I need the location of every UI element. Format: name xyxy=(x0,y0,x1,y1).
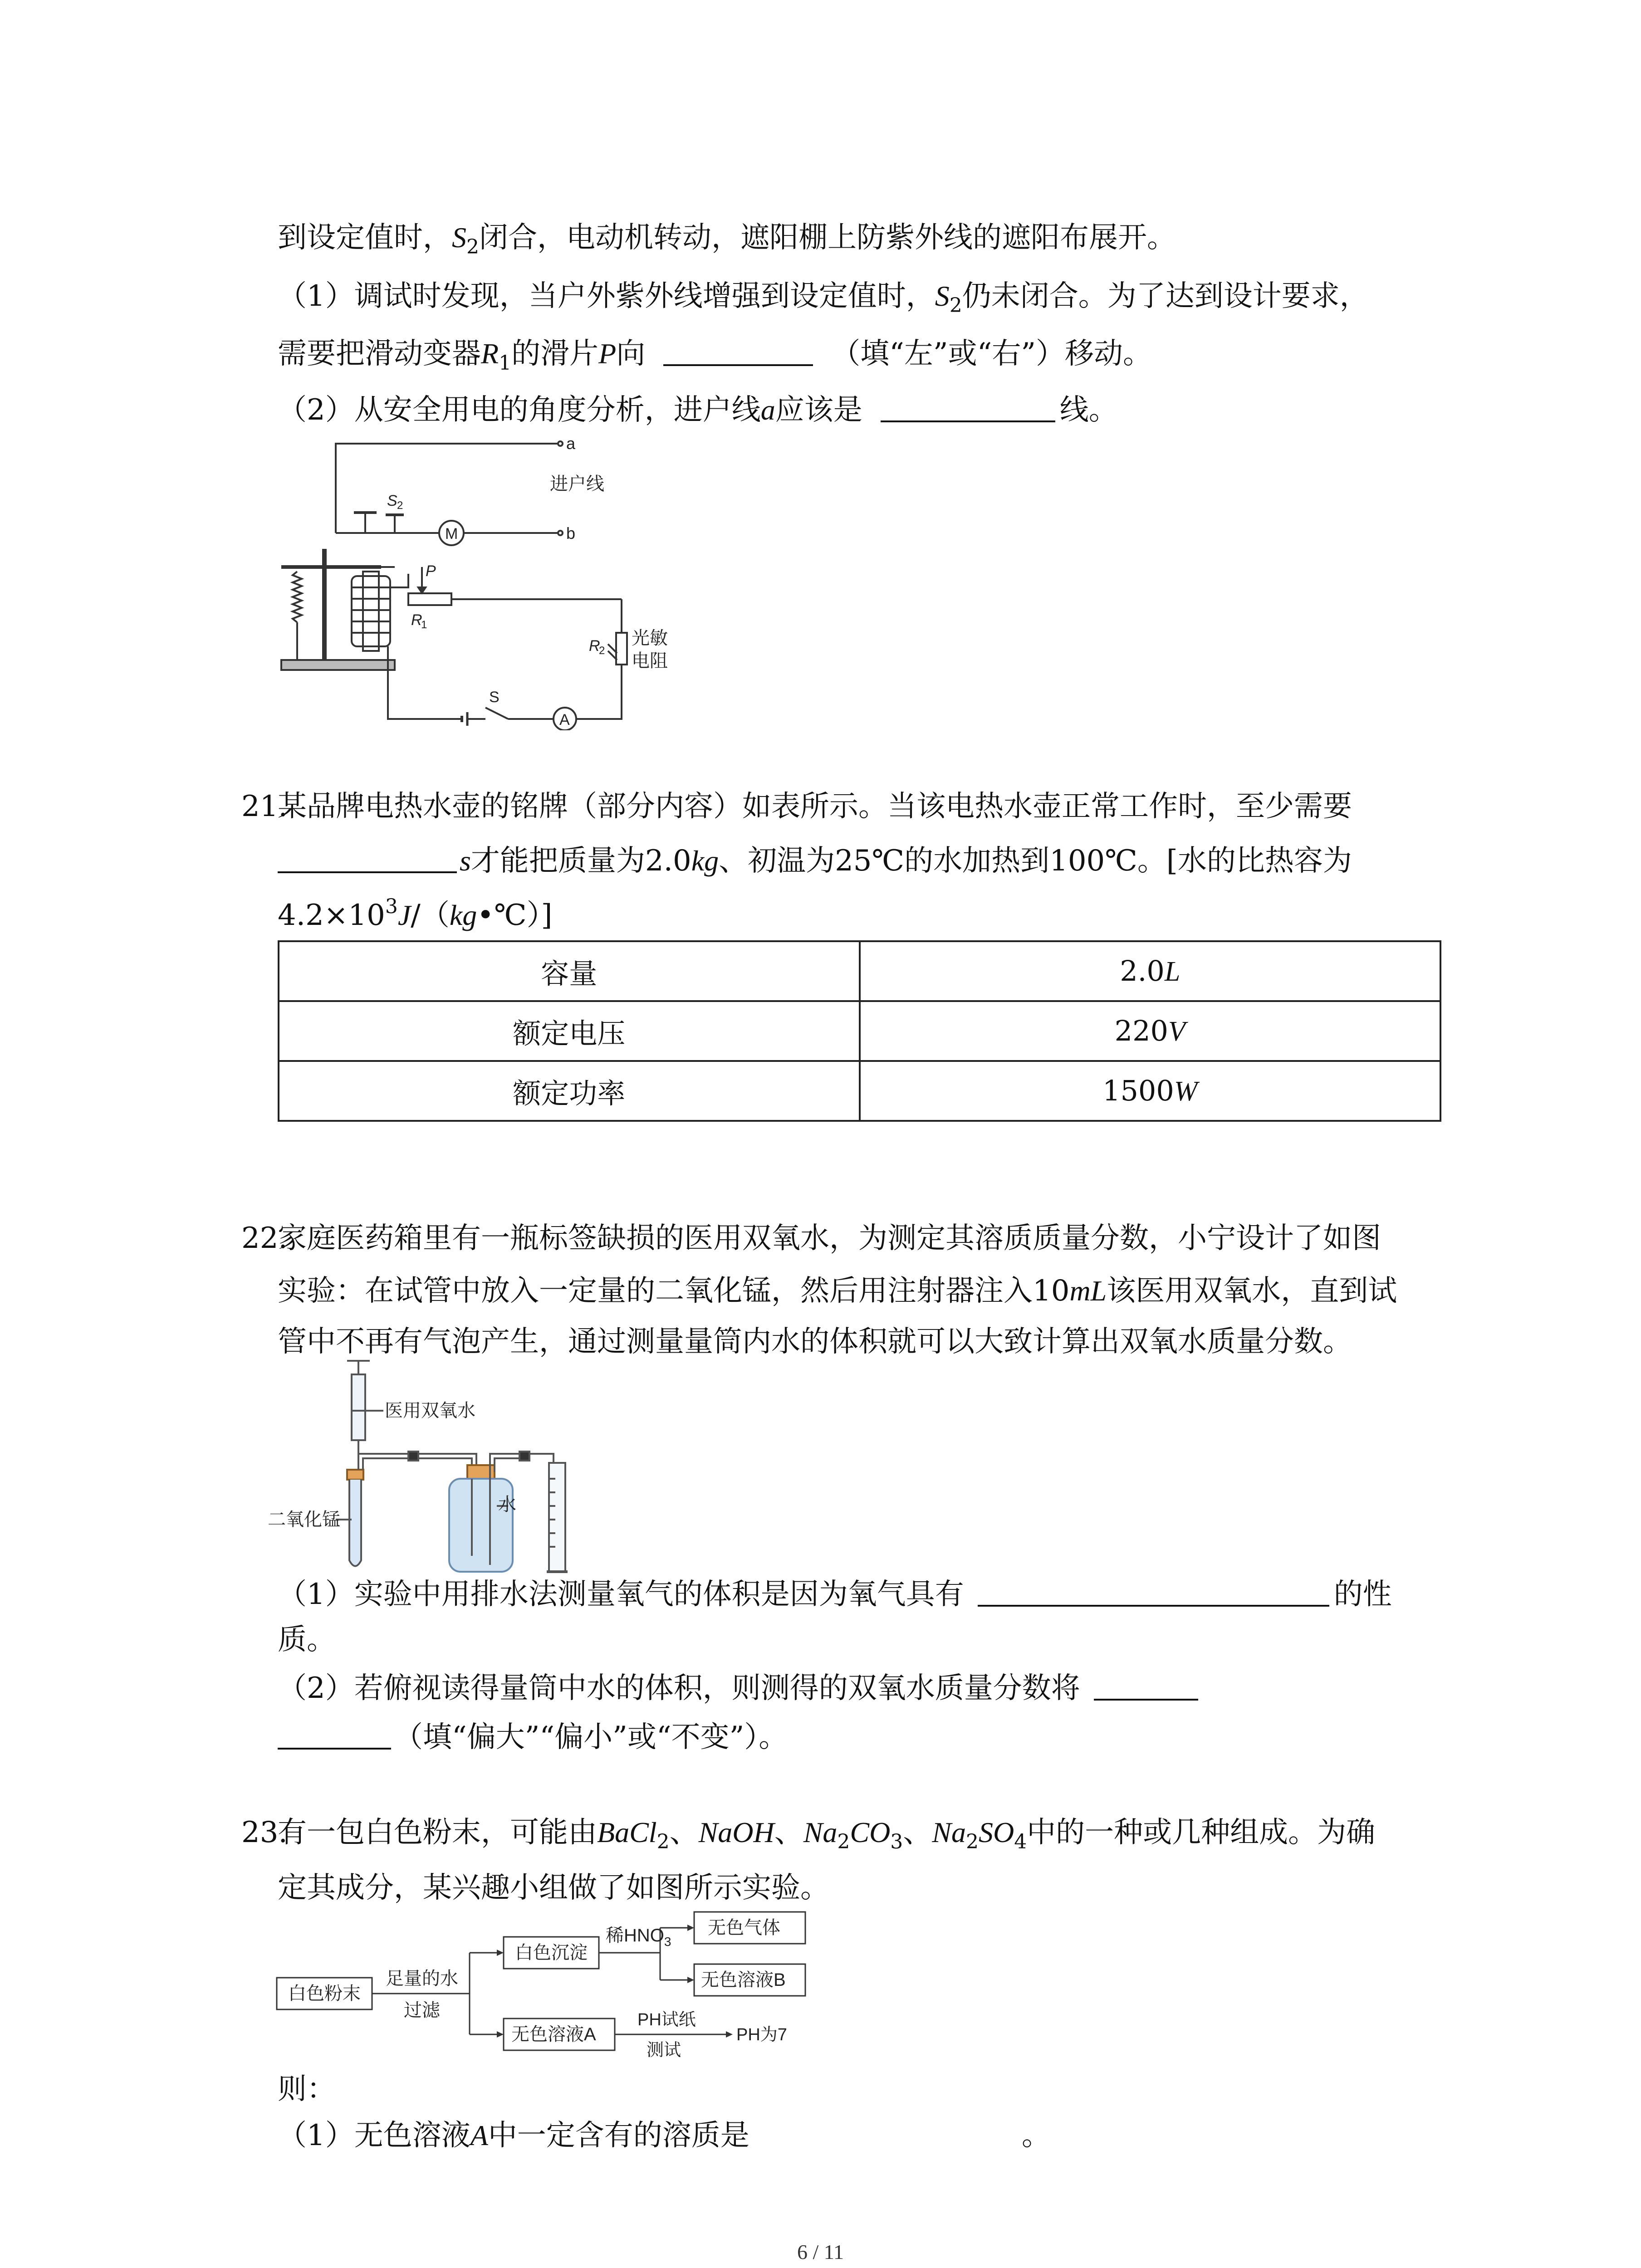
q21-line2: s才能把质量为2.0kg、初温为25℃的水加热到100℃。[水的比热容为 xyxy=(278,843,1352,879)
answer-blank-result[interactable] xyxy=(1094,1672,1198,1701)
q23-number: 23. xyxy=(241,1816,288,1849)
q22-line1: 家庭医药箱里有一瓶标签缺损的医用双氧水，为测定其溶质质量分数，小宁设计了如图 xyxy=(278,1222,1381,1255)
spec-value: 220V xyxy=(860,1001,1441,1061)
photoresistor-label: 光敏 xyxy=(632,628,668,648)
answer-blank-result-cont[interactable] xyxy=(278,1721,391,1750)
switch-s-label: S xyxy=(489,689,500,706)
kettle-spec-table xyxy=(278,940,1441,1122)
answer-blank-time[interactable] xyxy=(278,844,457,873)
q21-line1: 21. xyxy=(241,790,288,823)
table-row xyxy=(279,941,1440,1001)
inlet-wire-label: 进户线 xyxy=(550,474,604,494)
oxygen-experiment-diagram xyxy=(268,1356,576,1583)
filter-label: 过滤 xyxy=(404,2000,440,2020)
answer-blank-property[interactable] xyxy=(978,1578,1329,1607)
q23-line1: 有一包白色粉末，可能由BaCl$_2$、NaOH、$Na_2CO_3$、$Na_2SO_4$中的一种或几种组成。为确 xyxy=(278,1816,1376,1853)
svg-text:2: 2 xyxy=(599,645,605,657)
r1-label: R xyxy=(411,611,422,629)
spec-value: 2.0L xyxy=(860,941,1441,1001)
white-powder-box: 白色粉末 xyxy=(288,1984,361,2004)
q20-part2: （2）从安全用电的角度分析，进户线a应该是 线。 xyxy=(278,393,1118,427)
water-label: 水 xyxy=(498,1495,516,1515)
experiment-flowchart xyxy=(274,1910,873,2064)
q21-line3: $4.2\times 10^3J/(kg•℃)$] xyxy=(278,895,553,932)
q20-part1-line2: 需要把滑动变器$R_1$的滑片P向 （填“左”或“右”）移动。 xyxy=(278,337,1152,375)
page-number: 6 / 11 xyxy=(797,2240,844,2263)
answer-blank-direction[interactable] xyxy=(663,337,813,366)
answer-blank-wire[interactable] xyxy=(881,393,1055,422)
q22-line2: 实验：在试管中放入一定量的二氧化锰，然后用注射器注入10mL该医用双氧水，直到试 xyxy=(278,1274,1397,1308)
q22-number: 22. xyxy=(241,1222,288,1255)
ammeter-label: A xyxy=(559,711,570,728)
spec-value: 1500W xyxy=(860,1061,1441,1121)
q23-then: 则： xyxy=(278,2072,336,2106)
s2-label: S xyxy=(387,492,397,509)
svg-text:2: 2 xyxy=(397,499,403,512)
q22-part1-line1: （1）实验中用排水法测量氧气的体积是因为氧气具有 的性 xyxy=(278,1578,1392,1611)
spec-label: 容量 xyxy=(279,941,860,1001)
hydrogen-peroxide-label: 医用双氧水 xyxy=(385,1401,475,1421)
terminal-a-label: a xyxy=(566,434,576,453)
slider-p-label: P xyxy=(426,562,436,580)
r2-label: R xyxy=(589,637,600,655)
q22-line3: 管中不再有气泡产生，通过测量量筒内水的体积就可以大致计算出双氧水质量分数。 xyxy=(278,1325,1352,1359)
q23-line2: 定其成分，某兴趣小组做了如图所示实验。 xyxy=(278,1871,829,1905)
svg-text:1: 1 xyxy=(421,619,427,631)
test-label: 测试 xyxy=(647,2041,681,2060)
q22-part2-line1: （2）若俯视读得量筒中水的体积，则测得的双氧水质量分数将 xyxy=(278,1670,1198,1706)
q22-part2-line2: （填“偏大”“偏小”或“不变”）。 xyxy=(278,1719,788,1755)
solution-b-box: 无色溶液B xyxy=(701,1970,786,1990)
add-water-label: 足量的水 xyxy=(386,1969,458,1989)
spec-label: 额定电压 xyxy=(279,1001,860,1061)
colorless-gas-box: 无色气体 xyxy=(708,1918,780,1938)
white-precipitate-box: 白色沉淀 xyxy=(515,1943,588,1963)
table-row xyxy=(279,1001,1440,1061)
spec-label: 额定功率 xyxy=(279,1061,860,1121)
dilute-nitric-acid-label: 稀$HNO_3$ xyxy=(606,1926,671,1949)
ph-paper-label: PH试纸 xyxy=(637,2010,696,2029)
q20-line0: 到设定值时，$S_2$闭合，电动机转动，遮阳棚上防紫外线的遮阳布展开。 xyxy=(278,221,1176,259)
q22-part1-line2: 质。 xyxy=(278,1623,336,1657)
svg-text:电阻: 电阻 xyxy=(632,651,668,671)
q21-line1-text: 某品牌电热水壶的铭牌（部分内容）如表所示。当该电热水壶正常工作时，至少需要 xyxy=(278,790,1352,823)
q23-part1: （1）无色溶液A中一定含有的溶质是 。 xyxy=(278,2119,1051,2152)
terminal-b-label: b xyxy=(566,524,576,543)
solution-a-box: 无色溶液A xyxy=(511,2024,596,2044)
q20-part1-line1: （1）调试时发现，当户外紫外线增强到设定值时，$S_2$仍未闭合。为了达到设计要求， xyxy=(278,279,1369,317)
motor-label: M xyxy=(445,525,458,543)
table-row xyxy=(279,1061,1440,1121)
relay-circuit-diagram xyxy=(272,431,681,730)
ph-result-label: PH为7 xyxy=(736,2025,787,2044)
manganese-dioxide-label: 二氧化锰 xyxy=(268,1510,340,1530)
